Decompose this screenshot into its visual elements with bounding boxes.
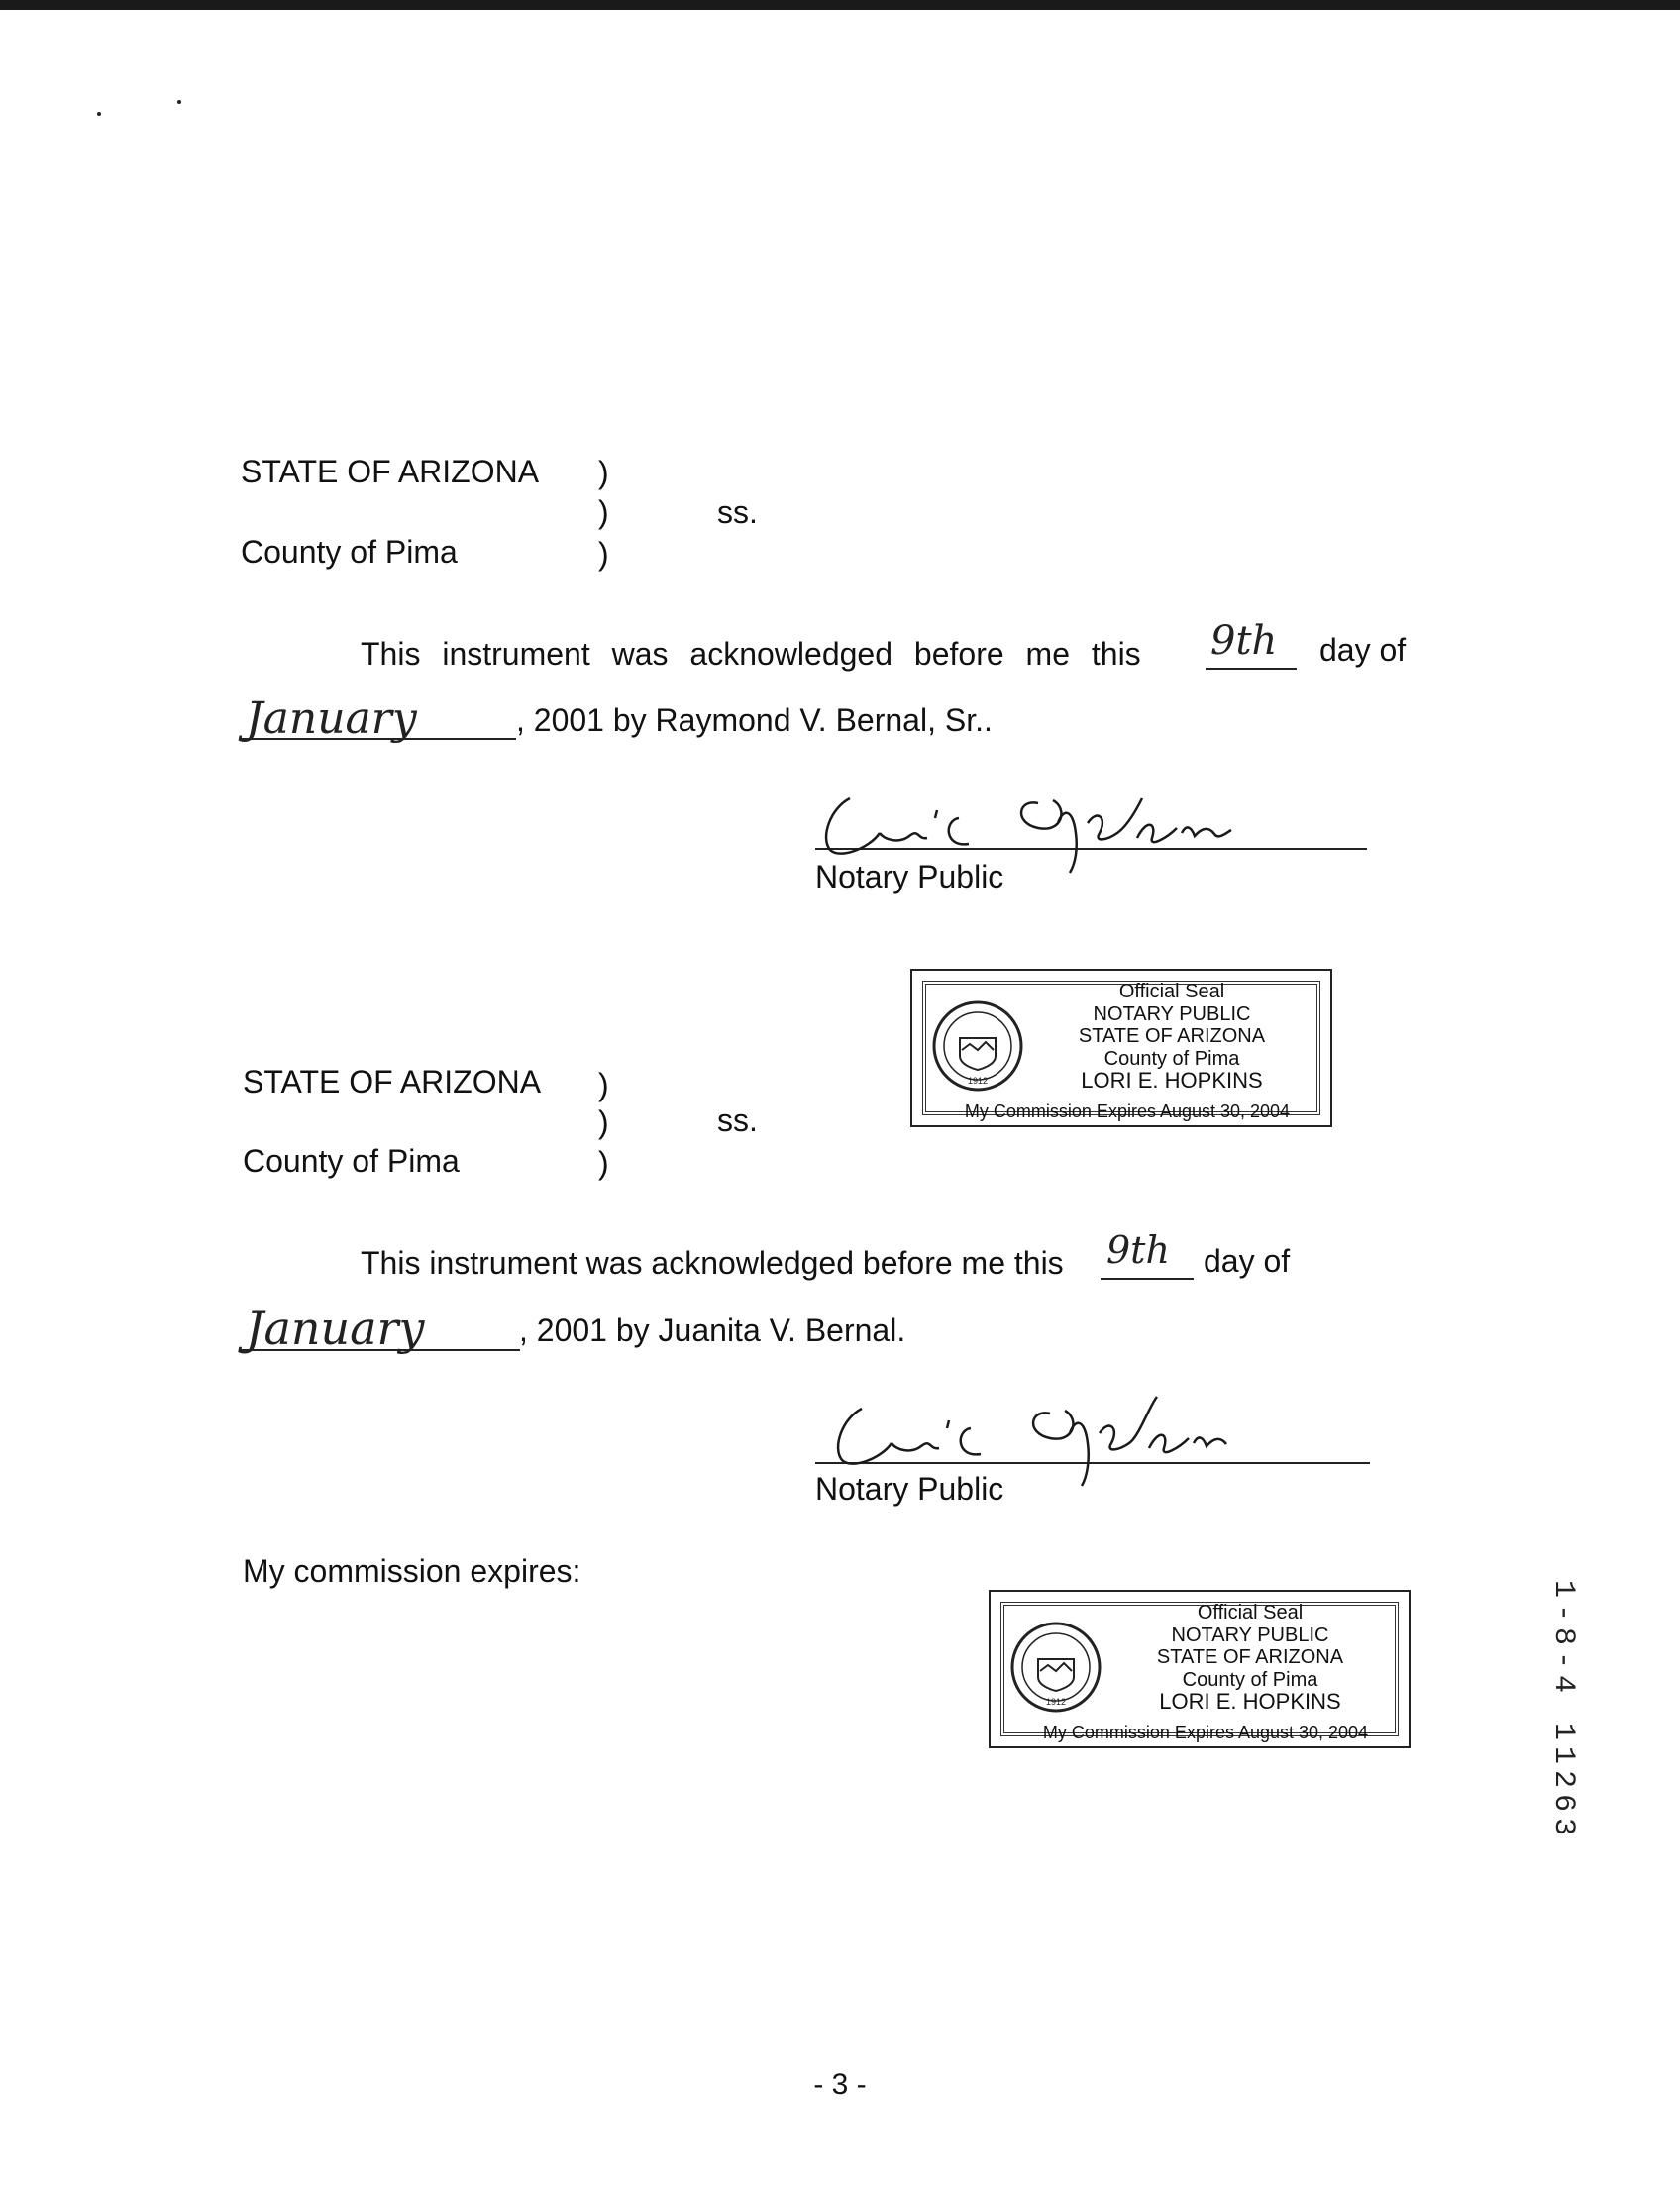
day-of-2: day of xyxy=(1204,1243,1291,1279)
scan-speck xyxy=(177,100,181,104)
seal-line-name: LORI E. HOPKINS xyxy=(1081,1068,1263,1093)
seal-line-notary: NOTARY PUBLIC xyxy=(1093,1002,1251,1025)
ack-tail-1: , 2001 by Raymond V. Bernal, Sr.. xyxy=(516,702,993,738)
state-seal-icon xyxy=(1008,1620,1103,1715)
recording-number: 1-8-4 11263 xyxy=(1546,1580,1580,1842)
official-seal-2 xyxy=(989,1590,1411,1748)
venue-ss-1: ss. xyxy=(717,494,758,530)
month-handwritten-2: January xyxy=(246,1302,425,1355)
venue-bracket: ) xyxy=(598,455,609,490)
day-of-1: day of xyxy=(1319,632,1407,668)
state-seal-icon xyxy=(930,998,1025,1094)
scan-speck xyxy=(97,112,101,116)
seal-line-expires: My Commission Expires August 30, 2004 xyxy=(964,1101,1291,1121)
venue-state-2: STATE OF ARIZONA xyxy=(243,1064,542,1100)
scan-top-edge xyxy=(0,0,1680,10)
seal-line-notary: NOTARY PUBLIC xyxy=(1171,1624,1329,1646)
venue-ss-2: ss. xyxy=(717,1102,758,1138)
month-handwritten-1: January xyxy=(246,693,417,744)
seal-line-state: STATE OF ARIZONA xyxy=(1156,1646,1344,1668)
venue-county-1: County of Pima xyxy=(241,534,458,570)
venue-county-2: County of Pima xyxy=(243,1143,460,1179)
ack-text-2: This instrument was acknowledged before me this xyxy=(361,1245,1064,1281)
day-blank-1 xyxy=(1206,668,1297,670)
seal-line-state: STATE OF ARIZONA xyxy=(1078,1025,1266,1047)
seal-line-name: LORI E. HOPKINS xyxy=(1159,1689,1341,1714)
seal-line-expires: My Commission Expires August 30, 2004 xyxy=(1042,1723,1369,1742)
day-handwritten-1: 9th xyxy=(1210,618,1278,664)
notary-title-1: Notary Public xyxy=(815,859,1004,894)
seal-line-county: County of Pima xyxy=(1103,1047,1240,1070)
day-handwritten-2: 9th xyxy=(1106,1228,1170,1272)
svg-text:1912: 1912 xyxy=(1045,1697,1067,1707)
seal-line-official: Official Seal xyxy=(1118,981,1225,1002)
venue-bracket: ) xyxy=(598,494,609,530)
svg-text:1912: 1912 xyxy=(967,1076,989,1086)
day-blank-2 xyxy=(1101,1278,1194,1280)
ack-text-1: This instrument was acknowledged before me this xyxy=(361,636,1141,672)
ack-tail-2: , 2001 by Juanita V. Bernal. xyxy=(519,1312,906,1348)
page-number: - 3 - xyxy=(813,2068,867,2101)
commission-expires-label: My commission expires: xyxy=(243,1553,581,1589)
venue-bracket: ) xyxy=(598,1104,609,1140)
seal-line-county: County of Pima xyxy=(1182,1668,1318,1691)
venue-bracket: ) xyxy=(598,1067,609,1102)
notary-title-2: Notary Public xyxy=(815,1471,1004,1507)
venue-bracket: ) xyxy=(598,1145,609,1181)
venue-state-1: STATE OF ARIZONA xyxy=(241,454,540,489)
venue-bracket: ) xyxy=(598,536,609,572)
official-seal-1 xyxy=(910,969,1332,1127)
seal-line-official: Official Seal xyxy=(1197,1602,1304,1624)
